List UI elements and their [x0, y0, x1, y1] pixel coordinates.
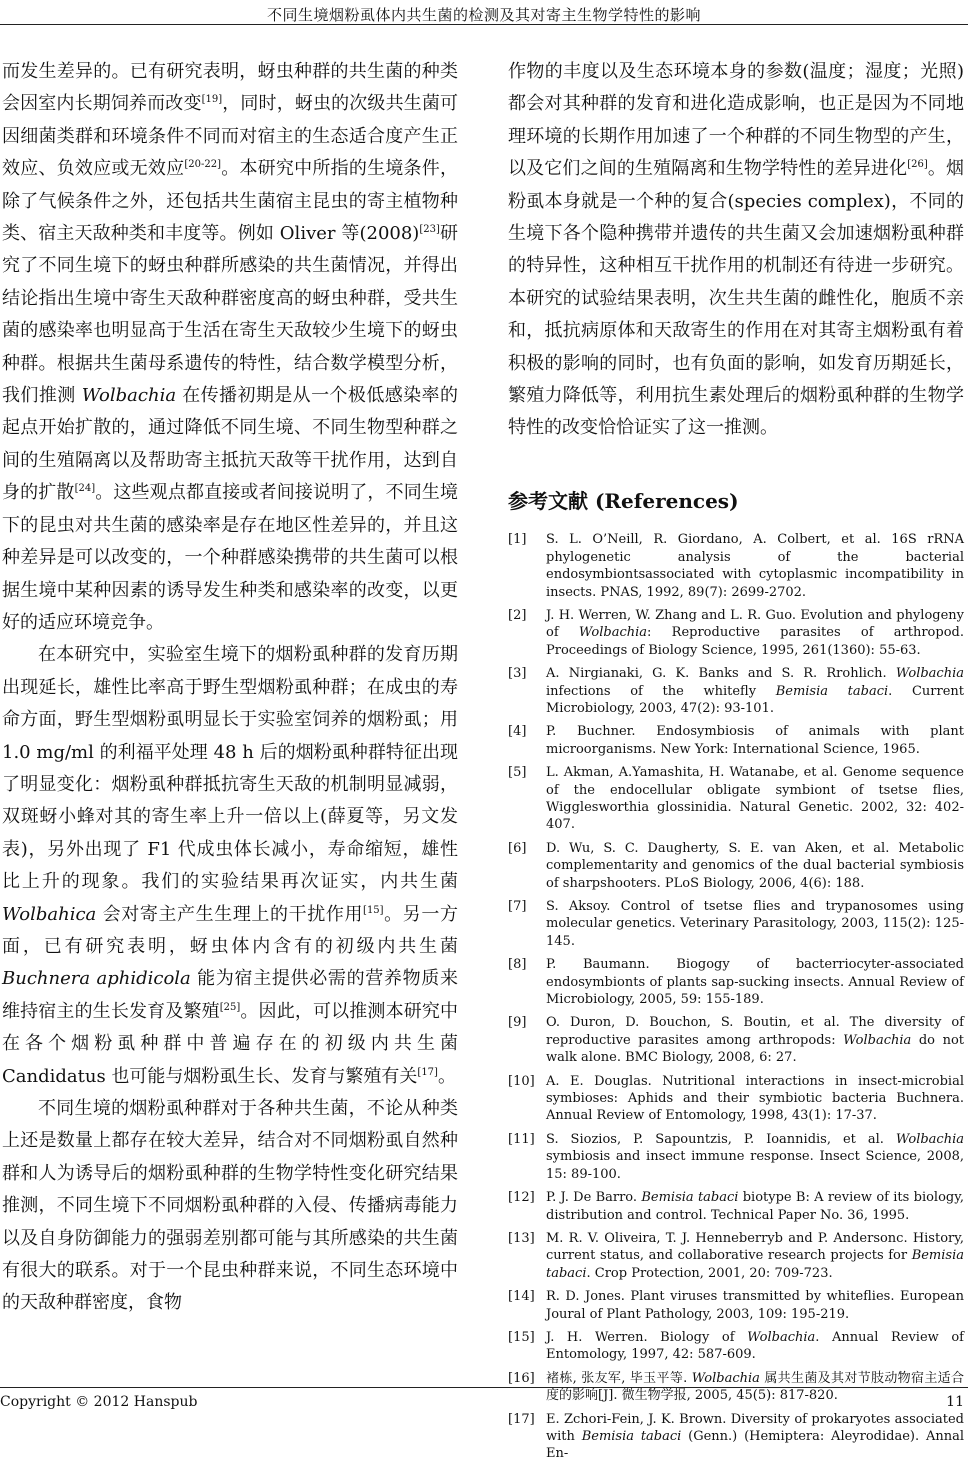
reference-text	[546, 1014, 964, 1066]
reference-item	[508, 1288, 964, 1323]
reference-text	[546, 665, 964, 717]
copyright-notice: Copyright © 2012 Hanspub	[0, 1394, 198, 1410]
citation-marker: [23]	[419, 224, 440, 236]
italic-term: Wolbachia	[81, 385, 177, 407]
text-run: 在本研究中，实验室生境下的烟粉虱种群的发育历期出现延长，雄性比率高于野生型烟粉虱种群；在成虫的寿命方面，野生型烟粉虱明显长于实验室饲养的烟粉虱；用 1.0 mg/ml 的利福平处理 48 h 后的烟粉虱种群特征出现了明显变化：烟粉虱种群抵抗寄生天敌的机制明显减弱，双斑蚜小蜂对其的寄生率上升一倍以上(薛夏等，另文发表)，另外出现了 F1 代成虫体长减小，寿命缩短，雄性比上升的现象。我们的实验结果再次证实，内共生菌	[2, 644, 458, 893]
reference-text	[546, 898, 964, 950]
text-run: J. H. Werren. Biology of	[546, 1329, 748, 1345]
italic-term: Buchnera aphidicola	[2, 968, 191, 990]
reference-number: [13]	[508, 1230, 535, 1246]
text-run: . Annual Review of Entomology, 1997, 42: 587-609.	[546, 1329, 964, 1363]
reference-text	[546, 956, 964, 1008]
text-run: 在传播初期是从一个极低感染率的起点开始扩散的，通过降低不同生境、不同生物型种群之间的生殖隔离以及帮助寄主抵抗天敌等干扰作用，达到自身的扩散	[2, 385, 458, 504]
reference-item	[508, 1014, 964, 1066]
body-paragraph	[2, 639, 458, 1093]
reference-text	[546, 723, 964, 758]
reference-item	[508, 531, 964, 601]
citation-marker: [17]	[417, 1066, 438, 1078]
citation-marker: [20-22]	[184, 159, 221, 171]
italic-term: Wolbachia	[895, 666, 964, 682]
reference-item	[508, 1131, 964, 1183]
text-run: 。这些观点都直接或者间接说明了，不同生境下的昆虫对共生菌的感染率是存在地区性差异的，并且这种差异是可以改变的，一个种群感染携带的共生菌可以根据生境中某种因素的诱导发生种类和感染率的改变，以更好的适应环境竞争。	[2, 482, 458, 633]
text-run: 研究了不同生境下的蚜虫种群所感染的共生菌情况，并得出结论指出生境中寄生天敌种群密度高的蚜虫种群，受共生菌的感染率也明显高于生活在寄生天敌较少生境下的蚜虫种群。根据共生菌母系遗传的特性，结合数学模型分析，我们推测	[2, 223, 459, 407]
citation-marker: [26]	[907, 159, 928, 171]
text-run: E. Zchori-Fein, J. K. Brown. Diversity of prokaryotes associated with	[546, 1411, 964, 1444]
left-column	[2, 56, 458, 1320]
citation-marker: [25]	[219, 1001, 241, 1013]
reference-number: [1]	[508, 532, 527, 548]
reference-item	[508, 665, 964, 717]
text-run: symbiosis and insect immune response. Insect Science, 2008, 15: 89-100.	[546, 1149, 964, 1182]
reference-number: [12]	[508, 1190, 535, 1206]
italic-term: Bemisia tabaci	[641, 1190, 739, 1206]
right-body	[508, 56, 964, 445]
text-run: 。烟粉虱本身就是一个种的复合(species complex)，不同的生境下各个隐种携带并遗传的共生菌又会加速烟粉虱种群的特异性，这种相互干扰作用的机制还有待进一步研究。本研究的试验结果表明，次生共生菌的雌性化，胞质不亲和，抵抗病原体和天敌寄生的作用在对其寄主烟粉虱有着积极的影响的同时，也有负面的影响，如发育历期延长，繁殖力降低等，利用抗生素处理后的烟粉虱种群的生物学特性的改变恰恰证实了这一推测。	[508, 158, 965, 439]
text-run: A. E. Douglas. Nutritional interactions in insect-microbial symbioses: Aphids and their symbiotic bacteria Buchnera. Annual Review of Entomology, 1998, 43(1): 17-37.	[546, 1073, 964, 1124]
italic-term: Bemisia tabaci	[581, 1428, 682, 1444]
italic-term: Wolbahica	[2, 903, 97, 925]
text-run: A. Nirgianaki, G. K. Banks and S. R. Rrohlich.	[546, 666, 896, 682]
reference-number: [15]	[508, 1329, 535, 1345]
running-header: 不同生境烟粉虱体内共生菌的检测及其对寄主生物学特性的影响	[266, 6, 701, 24]
reference-number: [9]	[508, 1015, 527, 1031]
text-run: 会对寄主产生生理上的干扰作用	[96, 903, 364, 925]
reference-text	[546, 1230, 964, 1282]
reference-text	[546, 1131, 964, 1183]
reference-item	[508, 764, 964, 834]
italic-term: Wolbachia	[843, 1032, 912, 1048]
reference-number: [14]	[508, 1289, 535, 1305]
italic-term: Wolbachia	[691, 1370, 760, 1386]
text-run: P. J. De Barro.	[546, 1190, 642, 1206]
reference-number: [11]	[508, 1131, 535, 1147]
reference-item	[508, 898, 964, 950]
reference-text	[546, 1189, 964, 1224]
reference-number: [8]	[508, 957, 527, 973]
reference-number: [4]	[508, 724, 527, 740]
right-column	[508, 56, 964, 1469]
italic-term: Bemisia tabaci	[775, 683, 889, 699]
reference-text	[546, 607, 964, 659]
text-run: do not walk alone. BMC Biology, 2008, 6: 27.	[546, 1032, 964, 1066]
text-run: . Current Microbiology, 2003, 47(2): 93-101.	[546, 683, 964, 716]
italic-term: Wolbachia	[895, 1131, 964, 1147]
text-run: P. Buchner. Endosymbiosis of animals with plant microorganisms. New York: International Science, 1965.	[546, 724, 964, 757]
text-run: 。因此，可以推测本研究中在各个烟粉虱种群中普遍存在的初级内共生菌 Candidatus 也可能与烟粉虱生长、发育与繁殖有关	[2, 1000, 458, 1087]
reference-number: [2]	[508, 607, 527, 623]
text-run: 。本研究中所指的生境条件，除了气候条件之外，还包括共生菌宿主昆虫的寄主植物种类、宿主天敌种类和丰度等。例如 Oliver 等(2008)	[2, 158, 459, 245]
text-run: biotype B: A review of its biology, distribution and control. Technical Paper No. 36, 1995.	[546, 1190, 964, 1223]
reference-text	[546, 1411, 964, 1463]
text-run: 褚栋, 张友军, 毕玉平等.	[546, 1370, 692, 1386]
italic-term: Wolbachia	[747, 1329, 816, 1345]
text-run: D. Wu, S. C. Daugherty, S. E. van Aken, et al. Metabolic complementarity and genomics of the dual bacterial symbiosis of sharpshooters. PLoS Biology, 2006, 4(6): 188.	[546, 840, 964, 891]
header-rule	[0, 24, 968, 25]
reference-number: [5]	[508, 765, 527, 781]
text-run: 。	[437, 1065, 456, 1087]
text-run: S. Siozios, P. Sapountzis, P. Ioannidis, et al.	[546, 1131, 896, 1147]
text-run: J. H. Werren, W. Zhang and L. R. Guo. Evolution and phylogeny of	[546, 607, 964, 641]
reference-item	[508, 1411, 964, 1463]
reference-number: [16]	[508, 1370, 535, 1386]
reference-item	[508, 1073, 964, 1125]
text-run: 作物的丰度以及生态环境本身的参数(温度；湿度；光照)都会对其种群的发育和进化造成影响，也正是因为不同地理环境的长期作用加速了一个种群的不同生物型的产生，以及它们之间的生殖隔离和生物学特性的差异进化	[508, 61, 964, 180]
text-run: S. L. O’Neill, R. Giordano, A. Colbert, et al. 16S rRNA phylogenetic analysis of the bacterial endosymbiontsassociated with cytoplasmic incompatibility in insects. PNAS, 1992, 89(7): 2699-2702.	[546, 532, 964, 600]
references-list	[508, 531, 964, 1463]
reference-item	[508, 840, 964, 892]
reference-text	[546, 1288, 964, 1323]
text-run: ，同时，蚜虫的次级共生菌可因细菌类群和环境条件不同而对宿主的生态适合度产生正效应、负效应或无效应	[2, 93, 459, 180]
reference-item	[508, 956, 964, 1008]
text-run: 属共生菌及其对节肢动物宿主适合度的影响[J]. 微生物学报, 2005, 45(5): 817-820.	[546, 1370, 964, 1404]
text-run: . Crop Protection, 2001, 20: 709-723.	[586, 1265, 833, 1281]
reference-item	[508, 1329, 964, 1364]
reference-number: [6]	[508, 840, 527, 856]
footer-rule	[0, 1387, 968, 1388]
reference-item	[508, 1189, 964, 1224]
reference-item	[508, 607, 964, 659]
text-run: P. Baumann. Biogogy of bacterriocyter-associated endosymbionts of plants sap-sucking insects. Annual Review of Microbiology, 2005, 59: 155-189.	[546, 957, 964, 1008]
reference-item	[508, 1230, 964, 1282]
text-run: O. Duron, D. Bouchon, S. Boutin, et al. The diversity of reproductive parasites among arthropods:	[546, 1015, 964, 1048]
italic-term: Wolbachia	[578, 625, 648, 641]
references-heading: 参考文献 (References)	[508, 488, 739, 513]
text-run: : Reproductive parasites of arthropod. Proceedings of Biology Science, 1995, 261(1360): 55-63.	[546, 625, 964, 658]
reference-text	[546, 764, 964, 834]
reference-number: [10]	[508, 1073, 535, 1089]
reference-text	[546, 1329, 964, 1364]
text-run: (Genn.) (Hemiptera: Aleyrodidae). Annal En-	[546, 1428, 964, 1462]
citation-marker: [15]	[363, 904, 384, 916]
reference-text	[546, 1073, 964, 1125]
text-run: R. D. Jones. Plant viruses transmitted by whiteflies. European Joural of Plant Pathology, 2003, 109: 195-219.	[546, 1289, 964, 1322]
body-paragraph	[508, 56, 964, 445]
reference-number: [3]	[508, 666, 527, 682]
text-run: 而发生差异的。已有研究表明，蚜虫种群的共生菌的种类会因室内长期饲养而改变	[2, 61, 458, 115]
text-run: infections of the whitefly	[546, 683, 776, 699]
text-run: 不同生境的烟粉虱种群对于各种共生菌，不论从种类上还是数量上都存在较大差异，结合对不同烟粉虱自然种群和人为诱导后的烟粉虱种群的生物学特性变化研究结果推测，不同生境下不同烟粉虱种群的入侵、传播病毒能力以及自身防御能力的强弱差别都可能与其所感染的共生菌有很大的联系。对于一个昆虫种群来说，不同生态环境中的天敌种群密度，食物	[2, 1098, 458, 1314]
text-run: M. R. V. Oliveira, T. J. Henneberryb and P. Andersonc. History, current status, and collaborative research projects for	[546, 1230, 964, 1264]
citation-marker: [24]	[74, 483, 96, 495]
reference-item	[508, 723, 964, 758]
reference-number: [17]	[508, 1411, 535, 1427]
body-paragraph	[2, 1093, 458, 1320]
citation-marker: [19]	[201, 94, 223, 106]
body-paragraph	[2, 56, 458, 639]
text-run: 能为宿主提供必需的营养物质来维持宿主的生长发育及繁殖	[2, 968, 458, 1022]
text-run: S. Aksoy. Control of tsetse flies and trypanosomes using molecular genetics. Veterinary Parasitology, 2003, 115(2): 125-145.	[546, 899, 964, 949]
text-run: L. Akman, A.Yamashita, H. Watanabe, et al. Genome sequence of the endocellular obligate symbiont of tsetse flies, Wigglesworthia glossinidia. Natural Genetic. 2002, 32: 402-407.	[546, 765, 964, 833]
text-run: 。另一方面，已有研究表明，蚜虫体内含有的初级内共生菌	[2, 903, 458, 957]
reference-number: [7]	[508, 899, 527, 914]
reference-text	[546, 840, 964, 892]
italic-term: Bemisia tabaci	[546, 1248, 964, 1281]
reference-text	[546, 531, 964, 601]
page-number: 11	[946, 1394, 964, 1410]
